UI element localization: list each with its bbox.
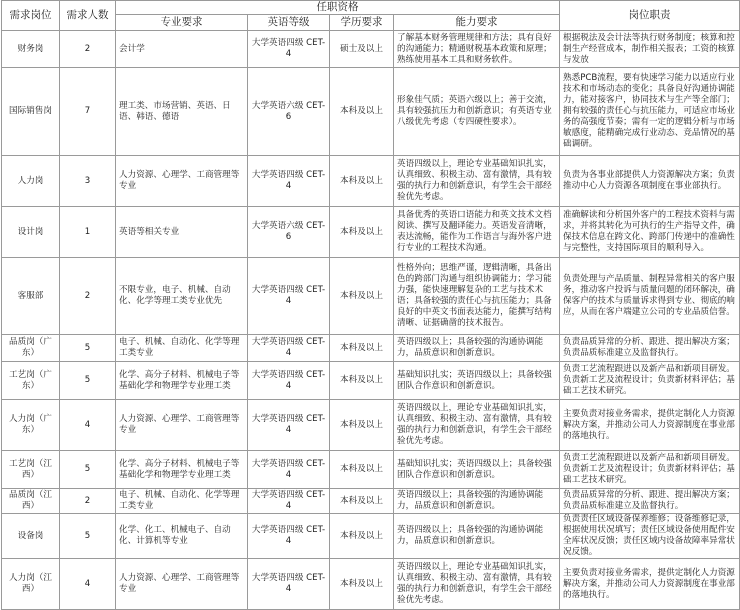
ability-cell: 具备优秀的英语口语能力和英文技术文档阅读、撰写及翻译能力。英语发音清晰，表达流畅，能作为工作语言与海外客户进行专业的工程技术沟通。	[394, 207, 560, 258]
english-cell: 大学英语四级 CET-4	[248, 400, 330, 451]
major-cell: 理工类、市场营销、英语、日语、韩语、德语	[116, 68, 248, 156]
english-cell: 大学英语六级 CET-6	[248, 68, 330, 156]
education-cell: 本科及以上	[330, 156, 394, 207]
count-cell: 2	[60, 489, 116, 514]
table-row	[2, 559, 740, 610]
position-cell: 人力岗（广东）	[2, 400, 60, 451]
duty-cell: 负责责任区域设备保养维修；设备维修记录，根据使用状况填写；责任区域设备使用配件安全库状况反馈；责任区域内设备故障率异常状况反馈。	[560, 514, 740, 559]
table-row	[2, 258, 740, 335]
count-cell: 1	[60, 207, 116, 258]
major-cell: 化学、化工、机械电子、自动化、计算机等专业	[116, 514, 248, 559]
position-cell: 人力岗	[2, 156, 60, 207]
ability-cell: 英语四级以上，理论专业基础知识扎实，认真细致、积极主动、富有激情，具有较强的执行力和创新意识，有学生会干部经验优先考虑。	[394, 559, 560, 610]
count-cell: 4	[60, 559, 116, 610]
header-duty: 岗位职责	[560, 1, 740, 31]
ability-cell: 英语四级以上，理论专业基础知识扎实，认真细致、积极主动、富有激情，具有较强的执行力和创新意识，有学生会干部经验优先考虑。	[394, 400, 560, 451]
table-row	[2, 362, 740, 400]
table-row	[2, 31, 740, 68]
english-cell: 大学英语四级 CET-4	[248, 31, 330, 68]
duty-cell: 负责品质异常的分析、跟进、提出解决方案；负责品质标准建立及监督执行。	[560, 489, 740, 514]
education-cell: 本科及以上	[330, 514, 394, 559]
position-cell: 品质岗（江西）	[2, 489, 60, 514]
duty-cell: 根据税法及会计法等执行财务制度；核算和控制生产经营成本，制作相关报表；工资的核算与发放	[560, 31, 740, 68]
header-count: 需求人数	[60, 1, 116, 31]
major-cell: 会计学	[116, 31, 248, 68]
duty-cell: 负责工艺流程跟进以及新产品和新项目研发。负责新工艺及流程设计；负责新材料评估；基础工艺技术研究。	[560, 451, 740, 489]
ability-cell: 英语四级以上；具备较强的沟通协调能力，品质意识和创新意识。	[394, 335, 560, 362]
count-cell: 5	[60, 335, 116, 362]
ability-cell: 英语四级以上，理论专业基础知识扎实，认真细致、积极主动、富有激情，具有较强的执行力和创新意识，有学生会干部经验优先考虑。	[394, 156, 560, 207]
count-cell: 5	[60, 451, 116, 489]
education-cell: 本科及以上	[330, 559, 394, 610]
count-cell: 4	[60, 400, 116, 451]
english-cell: 大学英语四级 CET-4	[248, 156, 330, 207]
table-row	[2, 514, 740, 559]
major-cell: 电子、机械、自动化、化学等理工类专业	[116, 335, 248, 362]
ability-cell: 英语四级以上；具备较强的沟通协调能力，品质意识和创新意识。	[394, 489, 560, 514]
education-cell: 本科及以上	[330, 335, 394, 362]
header-ability: 能力要求	[394, 15, 560, 31]
education-cell: 本科及以上	[330, 362, 394, 400]
major-cell: 不限专业，电子、机械、自动化、化学等理工类专业优先	[116, 258, 248, 335]
table-row	[2, 156, 740, 207]
duty-cell: 熟悉PCB流程，要有快速学习能力以适应行业技术和市场动态的变化；具备良好沟通协调能力，能对接客户，协同技术与生产等全部门；拥有较强的责任心与抗压能力，可适应市场业务的高强度节奏；需有一定的逻辑分析与市场敏感度，能精确完成行业动态、竞品情况的基础调研。	[560, 68, 740, 156]
major-cell: 英语等相关专业	[116, 207, 248, 258]
count-cell: 7	[60, 68, 116, 156]
ability-cell: 英语四级以上；具备较强的沟通协调能力，品质意识和创新意识。	[394, 514, 560, 559]
english-cell: 大学英语四级 CET-4	[248, 335, 330, 362]
duty-cell: 负责处理与产品质量、制程异常相关的客户服务，推动客户投诉与质量问题的闭环解决，确保客户的技术与质量诉求得到专业、彻底的响应，从而在客户端建立公司的专业品质信誉。	[560, 258, 740, 335]
count-cell: 5	[60, 362, 116, 400]
major-cell: 电子、机械、自动化、化学等理工类专业	[116, 489, 248, 514]
position-cell: 人力岗（江西）	[2, 559, 60, 610]
major-cell: 人力资源、心理学、工商管理等专业	[116, 156, 248, 207]
position-cell: 品质岗（广东）	[2, 335, 60, 362]
education-cell: 本科及以上	[330, 258, 394, 335]
education-cell: 本科及以上	[330, 489, 394, 514]
major-cell: 化学、高分子材料、机械电子等基础化学和物理学专业理工类	[116, 362, 248, 400]
table-row	[2, 451, 740, 489]
education-cell: 本科及以上	[330, 68, 394, 156]
education-cell: 本科及以上	[330, 400, 394, 451]
position-cell: 工艺岗（江西）	[2, 451, 60, 489]
ability-cell: 基础知识扎实；英语四级以上；具备较强团队合作意识和创新意识。	[394, 451, 560, 489]
ability-cell: 形象佳气质；英语六级以上；善于交流，具有较强抗压力和创新意识；有英语专业八级优先考虑（专四硬性要求）。	[394, 68, 560, 156]
header-qualification: 任职资格	[116, 1, 560, 15]
ability-cell: 了解基本财务管理规律和方法；具有良好的沟通能力；精通财税基本政策和原理；熟练使用基本工具和财务软件。	[394, 31, 560, 68]
count-cell: 5	[60, 514, 116, 559]
duty-cell: 主要负责对接业务需求，提供定制化人力资源解决方案，并推动公司人力资源制度在事业部的落地执行。	[560, 400, 740, 451]
major-cell: 人力资源、心理学、工商管理等专业	[116, 559, 248, 610]
job-requirements-table	[1, 0, 740, 610]
english-cell: 大学英语六级 CET-6	[248, 207, 330, 258]
english-cell: 大学英语四级 CET-4	[248, 362, 330, 400]
header-major: 专业要求	[116, 15, 248, 31]
education-cell: 本科及以上	[330, 207, 394, 258]
position-cell: 工艺岗（广东）	[2, 362, 60, 400]
duty-cell: 负责为各事业部提供人力资源解决方案；负责推动中心人力资源各项制度在事业部执行。	[560, 156, 740, 207]
table-row	[2, 68, 740, 156]
table-row	[2, 207, 740, 258]
position-cell: 设备岗	[2, 514, 60, 559]
count-cell: 2	[60, 258, 116, 335]
duty-cell: 负责品质异常的分析、跟进、提出解决方案；负责品质标准建立及监督执行。	[560, 335, 740, 362]
english-cell: 大学英语四级 CET-4	[248, 559, 330, 610]
ability-cell: 性格外向；思维严谨，逻辑清晰，具备出色的跨部门沟通与组织协调能力；学习能力强，能快速理解复杂的工艺与技术术语；具备较强的责任心与抗压能力；具备良好的中英文书面表达能力，能撰写结构清晰、证据确凿的技术报告。	[394, 258, 560, 335]
header-education: 学历要求	[330, 15, 394, 31]
table-row	[2, 335, 740, 362]
duty-cell: 主要负责对接业务需求，提供定制化人力资源解决方案，并推动公司人力资源制度在事业部的落地执行。	[560, 559, 740, 610]
major-cell: 化学、高分子材料、机械电子等基础化学和物理学专业理工类	[116, 451, 248, 489]
count-cell: 2	[60, 31, 116, 68]
position-cell: 客服部	[2, 258, 60, 335]
table-row	[2, 489, 740, 514]
position-cell: 设计岗	[2, 207, 60, 258]
education-cell: 本科及以上	[330, 451, 394, 489]
position-cell: 国际销售岗	[2, 68, 60, 156]
table-row	[2, 400, 740, 451]
duty-cell: 准确解读和分析国外客户的工程技术资料与需求，并将其转化为可执行的生产指导文件，确保技术信息在跨文化、跨部门传递中的准确性与完整性，支持国际项目的顺利导入。	[560, 207, 740, 258]
position-cell: 财务岗	[2, 31, 60, 68]
ability-cell: 基础知识扎实；英语四级以上；具备较强团队合作意识和创新意识。	[394, 362, 560, 400]
english-cell: 大学英语四级 CET-4	[248, 451, 330, 489]
education-cell: 硕士及以上	[330, 31, 394, 68]
english-cell: 大学英语四级 CET-4	[248, 258, 330, 335]
major-cell: 人力资源、心理学、工商管理等专业	[116, 400, 248, 451]
english-cell: 大学英语四级 CET-4	[248, 489, 330, 514]
duty-cell: 负责工艺流程跟进以及新产品和新项目研发。负责新工艺及流程设计；负责新材料评估；基础工艺技术研究。	[560, 362, 740, 400]
english-cell: 大学英语四级 CET-4	[248, 514, 330, 559]
count-cell: 3	[60, 156, 116, 207]
header-position: 需求岗位	[2, 1, 60, 31]
header-english: 英语等级	[248, 15, 330, 31]
